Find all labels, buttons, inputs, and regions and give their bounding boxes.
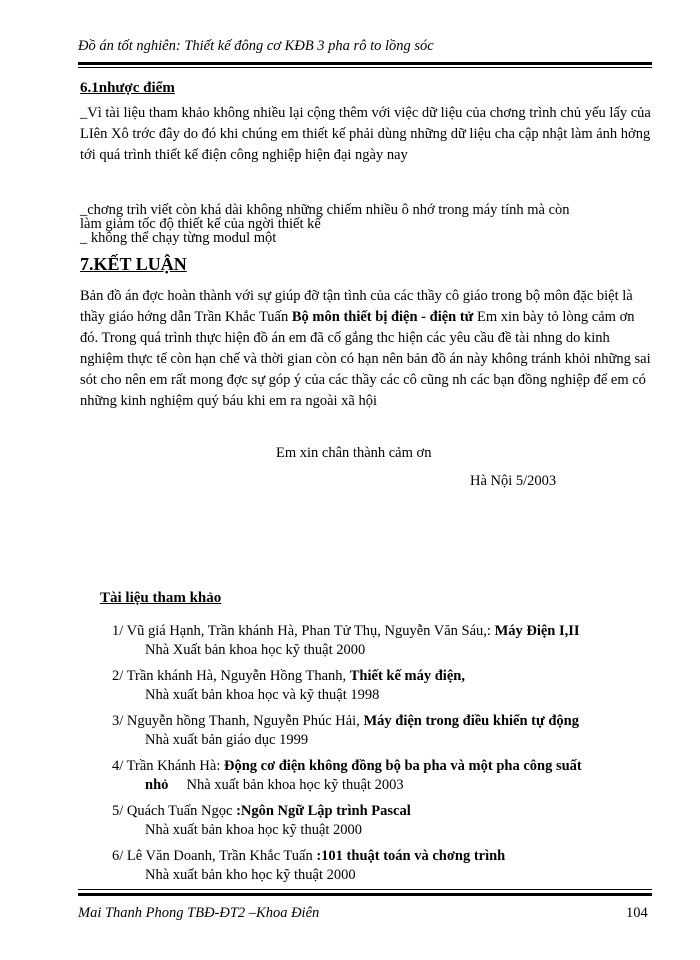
ref-title: :101 thuật toán và chơng trình bbox=[316, 848, 506, 864]
conclusion-text-2: Em xin bày tỏ lòng cảm ơn đó. Trong quá trình thực hiện đồ án em đã cố gắng thc hiện các yêu cầu đề tài nhng do kinh nghiệm thực tế còn hạn chế và thời gian còn có hạn nên bản đồ án này không tránh khỏi những sai sót cho nên em rất mong đợc sự góp ý của các thầy các cô cũng nh các bạn đồng nghiệp để em có những kinh nghiệm quý báu khi em ra ngoài xã hội bbox=[80, 309, 651, 409]
list-item: _ không thể chạy từng modul một bbox=[80, 230, 277, 246]
header-rule-thick bbox=[78, 62, 652, 65]
list-item: _chơng trìh viết còn khá dài không những chiếm nhiều ô nhớ trong máy tính mà còn bbox=[80, 202, 570, 218]
date-line: Hà Nội 5/2003 bbox=[470, 473, 557, 489]
ref-authors: 2/ Trần khánh Hà, Nguyễn Hồng Thanh, bbox=[112, 668, 347, 684]
references-title: Tài liệu tham khảo bbox=[100, 590, 222, 606]
ref-title: Máy Điện I,II bbox=[494, 623, 580, 639]
footer-rule-thick bbox=[78, 893, 652, 896]
list-item: làm giảm tốc độ thiết kế của ngời thiết kế bbox=[80, 216, 321, 232]
ref-title: Thiết kế máy điện, bbox=[349, 668, 465, 684]
ref-publisher: Nhà xuất bản khoa học kỹ thuật 2000 bbox=[145, 822, 363, 838]
ref-publisher: Nhà xuất bản khoa học kỹ thuật 2003 bbox=[186, 777, 404, 793]
footer-rule-thin bbox=[78, 889, 652, 890]
reference-item bbox=[112, 802, 652, 840]
conclusion-text-1: Bản đồ án đợc hoàn thành với sự giúp đỡ tận tình của các thầy cô giáo trong bộ môn đặc biệt là thầy giáo hớng dẫn Trần Khắc Tuấn bbox=[80, 288, 633, 325]
footer-author: Mai Thanh Phong TBĐ-ĐT2 –Khoa Điên bbox=[78, 905, 320, 921]
section-6-1-paragraph: _Vì tài liệu tham khảo không nhiều lại cộng thêm với việc dữ liệu của chơng trình chủ yếu lấy của LIên Xô trớc đây do đó khi chúng em thiết kế phải dùng những dữ liệu cha cập nhật làm ảnh hởng tới quá trình thiết kế điện công nghiệp hiện đại ngày nay bbox=[80, 105, 651, 163]
reference-item bbox=[112, 847, 652, 885]
ref-authors: 1/ Vũ giá Hạnh, Trần khánh Hà, Phan Tử Thụ, Nguyễn Văn Sáu,: bbox=[112, 623, 491, 639]
reference-item bbox=[112, 622, 652, 660]
section-6-1-list bbox=[80, 203, 654, 245]
ref-publisher: Nhà Xuất bản khoa học kỹ thuật 2000 bbox=[145, 642, 366, 658]
ref-publisher: Nhà xuất bản kho học kỹ thuật 2000 bbox=[145, 867, 356, 883]
section-6-1-title: 6.1nhược điểm bbox=[80, 80, 175, 96]
ref-authors: 4/ Trần Khánh Hà: bbox=[112, 758, 221, 774]
header-rule-thin bbox=[78, 67, 652, 68]
ref-publisher: Nhà xuất bản khoa học và kỹ thuật 1998 bbox=[145, 687, 380, 703]
page-header: Đồ án tốt nghiên: Thiết kế đông cơ KĐB 3 pha rô to lồng sóc bbox=[78, 38, 434, 54]
ref-authors: 3/ Nguyễn hồng Thanh, Nguyễn Phúc Hải, bbox=[112, 713, 360, 729]
ref-title: :Ngôn Ngữ Lập trình Pascal bbox=[236, 803, 411, 819]
thanks-line: Em xin chân thành cảm ơn bbox=[276, 445, 432, 461]
ref-title-continued: nhỏ bbox=[145, 777, 169, 793]
ref-title: Động cơ điện không đồng bộ ba pha và một pha công suất bbox=[223, 758, 582, 774]
reference-item bbox=[112, 667, 652, 705]
reference-item bbox=[112, 712, 652, 750]
reference-item bbox=[112, 757, 652, 795]
conclusion-paragraph bbox=[80, 286, 654, 412]
department-name: Bộ môn thiết bị điện - điện tử bbox=[291, 309, 474, 325]
ref-title: Máy điện trong điều khiển tự động bbox=[363, 713, 579, 729]
page-number: 104 bbox=[626, 905, 648, 921]
ref-authors: 6/ Lê Văn Doanh, Trần Khắc Tuấn bbox=[112, 848, 313, 864]
ref-publisher: Nhà xuất bản giáo dục 1999 bbox=[145, 732, 309, 748]
section-7-title: 7.KẾT LUẬN bbox=[80, 254, 187, 274]
ref-authors: 5/ Quách Tuấn Ngọc bbox=[112, 803, 233, 819]
references-list bbox=[112, 622, 652, 892]
